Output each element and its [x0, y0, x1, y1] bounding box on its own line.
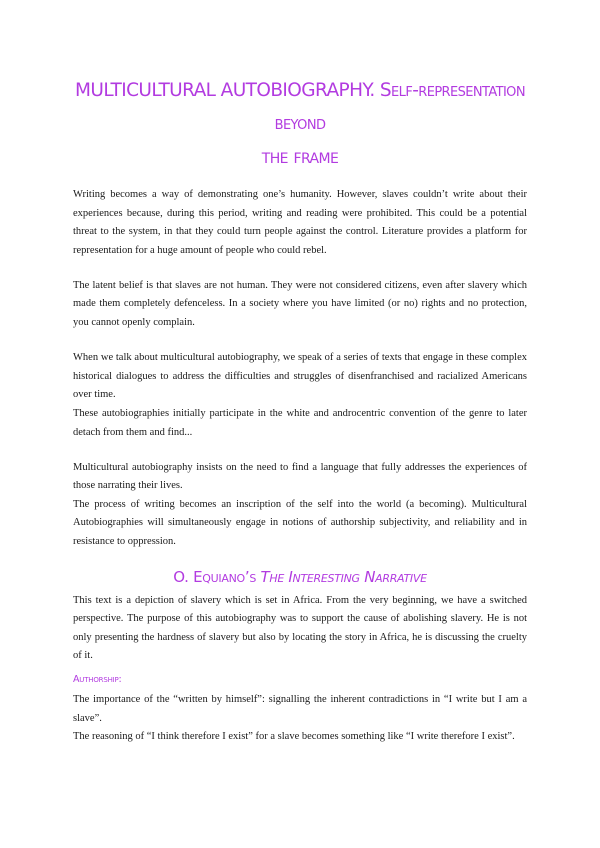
paragraph-i-write-therefore: The reasoning of “I think therefore I exist” for a slave becomes something like “I write therefore I exist”.: [73, 731, 515, 743]
authorship-heading: Authorship:: [73, 673, 122, 685]
paragraph-written-by-himself: The importance of the “written by himself”: signalling the inherent contradictions in “I write but I am a slave”.: [73, 693, 527, 724]
section-title-equiano: [73, 564, 527, 590]
paragraph-writing-humanity: Writing becomes a way of demonstrating one’s humanity. However, slaves couldn’t write about their experiences because, during this period, writing and reading were prohibited. This could be a potential threat to the system, in that they could turn people against the control. Literature provides a platform for representation for a huge amount of people who could rebel.: [73, 189, 527, 256]
document-title: [73, 74, 527, 173]
paragraph-multicultural-definition: When we talk about multicultural autobiography, we speak of a series of texts that engage in these complex historical dialogues to address the difficulties and struggles of disenfranchised and racialized Americans over time.: [73, 352, 527, 401]
paragraph-process-of-writing: The process of writing becomes an inscription of the self into the world (a becoming). Multicultural Autobiographies will simultaneously engage in notions of authorship subjectivity, and reliability and in resistance to oppression.: [73, 498, 527, 547]
paragraph-equiano-depiction: This text is a depiction of slavery which is set in Africa. From the very beginning, we have a switched perspective. The purpose of this autobiography was to support the cause of abolishing slavery. He is not only presenting the hardness of slavery but also by locating the story in Africa, he is discussing the cruelty of it.: [73, 594, 527, 662]
document-body: [73, 186, 527, 747]
paragraph-androcentric-convention: These autobiographies initially participate in the white and androcentric convention of the genre to later detach from them and find...: [73, 407, 527, 438]
section-title-book: The Interesting Narrative: [260, 567, 427, 586]
title-line-2: the frame: [261, 145, 339, 168]
title-line-1: MULTICULTURAL AUTOBIOGRAPHY. Self-representation beyond: [75, 80, 525, 134]
paragraph-latent-belief: The latent belief is that slaves are not human. They were not considered citizens, even after slavery which made them completely defenceless. In a society where you have limited (or no) rights and no protection, you cannot openly complain.: [73, 279, 527, 329]
paragraph-language-need: Multicultural autobiography insists on the need to find a language that fully addresses the experiences of those narrating their lives.: [73, 461, 527, 492]
section-title-prefix: O. Equiano’s: [173, 567, 261, 586]
